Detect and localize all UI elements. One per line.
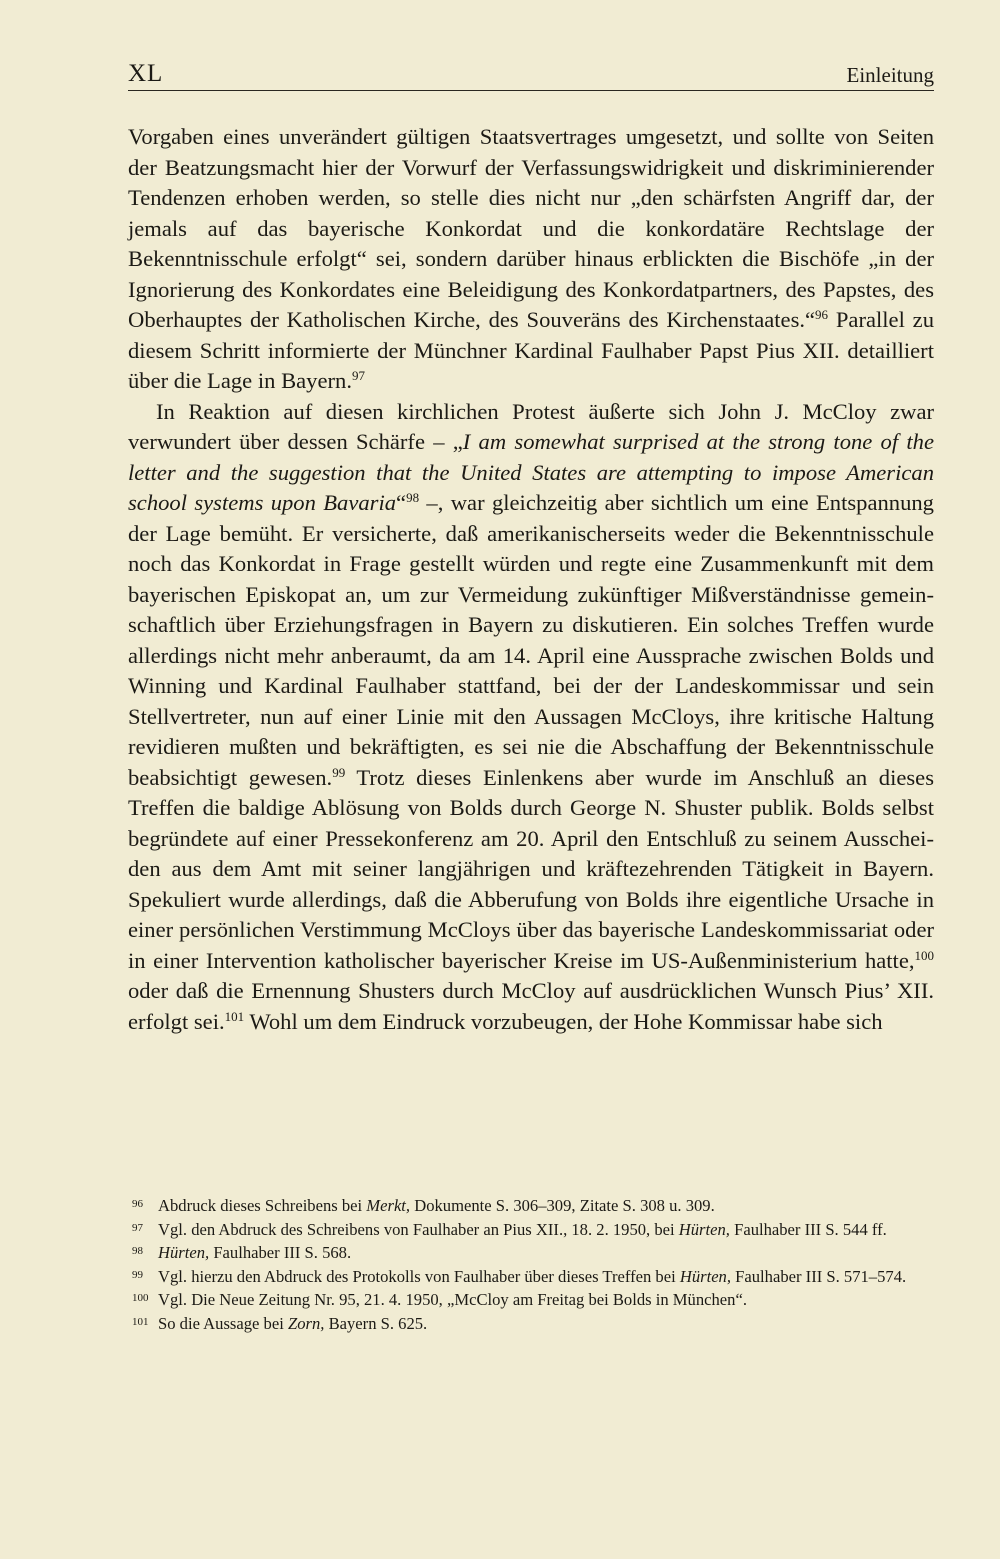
footnote-run: Bayern S. 625. bbox=[324, 1313, 428, 1333]
text-run: Wohl um dem Eindruck vorzubeugen, der Hohe Kommissar habe sich bbox=[244, 1008, 883, 1034]
footnote-run: Vgl. hierzu den Abdruck des Protokolls von Faulhaber über dieses Treffen bei bbox=[158, 1266, 680, 1286]
footnotes bbox=[128, 1196, 934, 1338]
paragraph bbox=[128, 122, 934, 397]
footnote-number: 98 bbox=[132, 1245, 143, 1258]
english-quote: I am somewhat surprised at the strong tone of the letter and the suggestion that the United States are attempting to impose American school systems upon Bavaria bbox=[128, 429, 934, 515]
text-run: In Reaktion auf diesen kirchlichen Protest äußerte sich John J. McCloy zwar verwundert über dessen Schärfe – „ bbox=[128, 398, 934, 454]
footnote-run: Faulhaber III S. 544 ff. bbox=[729, 1219, 887, 1239]
footnote-author: Hürten, bbox=[678, 1219, 730, 1239]
footnote bbox=[128, 1243, 934, 1264]
footnote bbox=[128, 1290, 934, 1311]
footnote-run: Vgl. den Abdruck des Schreibens von Faulhaber an Pius XII., 18. 2. 1950, bei bbox=[158, 1219, 679, 1239]
running-head: Einleitung bbox=[846, 63, 934, 87]
text-run: Trotz dieses Einlenkens aber wurde im Anschluß an dieses Treffen die baldige Ablösung von Bolds durch George N. Shuster publik. Bolds selbst begründete auf einer Pressekonferenz am 20. April den Entschluß zu seinem Ausscheiden aus dem Amt mit seiner langjährigen und kräftezehrenden Tätigkeit in Bayern. Spekuliert wurde allerdings, daß die Abberufung von Bolds ihre eigentliche Ursache in einer persönlichen Verstimmung McCloys über das bayerische Landeskommissariat oder in einer Intervention katholischer bayerischer Kreise im US-Außenministerium hatte, bbox=[128, 764, 934, 973]
footnote-text bbox=[158, 1243, 934, 1264]
footnote bbox=[128, 1267, 934, 1288]
text-run: “ bbox=[396, 490, 407, 515]
footnote bbox=[128, 1220, 934, 1241]
paragraph bbox=[128, 397, 934, 1038]
footnote-author: Merkt, bbox=[366, 1196, 411, 1215]
footnote bbox=[128, 1314, 934, 1335]
footnote-text bbox=[158, 1196, 934, 1217]
text-run: Vorgaben eines unverändert gültigen Staatsvertrages umgesetzt, und sollte von Seiten der Beatzungsmacht hier der Vorwurf der Verfassungswidrigkeit und diskriminierender Tendenzen erhoben werden, so stelle dies nicht nur „den schärfsten Angriff dar, der jemals auf das bayerische Konkordat und die konkordatäre Rechtslage der Bekenntnisschule erfolgt“ sei, sondern darüber hinaus erblickten die Bischöfe „in der Ignorierung des Konkordates eine Beleidigung des Konkordatpartners, des Papstes, des Oberhauptes der Katholischen Kirche, des Souveräns des Kirchenstaates.“ bbox=[128, 124, 934, 332]
footnote-text bbox=[158, 1267, 934, 1288]
text-run: –, war gleichzeitig aber sichtlich um eine Entspannung der Lage bemüht. Er versicherte, daß amerikanischerseits weder die Bekenntnisschule noch das Konkordat in Frage gestellt würden und regte eine Zusammenkunft mit dem bayerischen Episkopat an, um zur Vermeidung zukünftiger Mißverständnisse gemeinschaftlich über Erziehungsfragen in Bayern zu diskutieren. Ein solches Treffen wurde allerdings nicht mehr anberaumt, da am 14. April eine Aussprache zwischen Bolds und Winning und Kardinal Faulhaber stattfand, bei der der Landeskommissar und sein Stellvertreter, nun auf einer Linie mit den Aussagen McCloys, ihre kritische Haltung revidieren mußten und bekräftigten, es sei nie die Abschaffung der Bekenntnisschule beabsichtigt gewesen. bbox=[128, 490, 934, 790]
footnote-ref-97: 97 bbox=[351, 368, 365, 383]
footnote-number: 99 bbox=[132, 1268, 143, 1281]
footnote-ref-101: 101 bbox=[224, 1008, 245, 1024]
footnote-run: Dokumente S. 306–309, Zitate S. 308 u. 309. bbox=[410, 1196, 715, 1215]
footnote-run: Vgl. Die Neue Zeitung Nr. 95, 21. 4. 1950, „McCloy am Freitag bei Bolds in München“. bbox=[158, 1290, 747, 1310]
page-header bbox=[128, 58, 934, 91]
body-text bbox=[128, 122, 934, 1037]
footnote bbox=[128, 1196, 934, 1217]
footnote-run: So die Aussage bei bbox=[158, 1313, 288, 1333]
footnote-run: Faulhaber III S. 568. bbox=[209, 1243, 352, 1263]
footnote-ref-98: 98 bbox=[406, 490, 420, 505]
footnote-text bbox=[158, 1290, 934, 1311]
footnote-ref-100: 100 bbox=[914, 947, 934, 963]
book-page bbox=[128, 58, 934, 1037]
footnote-number: 97 bbox=[132, 1221, 143, 1234]
footnote-number: 100 bbox=[132, 1292, 149, 1305]
text-run: oder daß die Ernennung Shusters durch McCloy auf ausdrücklichen Wunsch Pius’ XII. erfolgt sei. bbox=[128, 978, 934, 1034]
footnote-ref-96: 96 bbox=[815, 307, 829, 322]
footnote-run: Faulhaber III S. 571–574. bbox=[731, 1266, 907, 1286]
footnote-author: Zorn, bbox=[287, 1313, 325, 1333]
footnote-ref-99: 99 bbox=[332, 764, 346, 780]
footnote-text bbox=[158, 1314, 934, 1335]
page-number: XL bbox=[128, 60, 164, 87]
footnote-author: Hürten, bbox=[679, 1266, 732, 1286]
footnote-text bbox=[158, 1220, 934, 1241]
footnote-run: Abdruck dieses Schreibens bei bbox=[158, 1196, 367, 1215]
footnote-number: 96 bbox=[132, 1198, 143, 1210]
text-run: Parallel zu diesem Schritt informierte der Münchner Kardinal Faulhaber Papst Pius XII. detailliert über die Lage in Bayern. bbox=[128, 307, 934, 393]
footnote-number: 101 bbox=[132, 1315, 149, 1328]
footnote-author: Hürten, bbox=[158, 1243, 210, 1263]
